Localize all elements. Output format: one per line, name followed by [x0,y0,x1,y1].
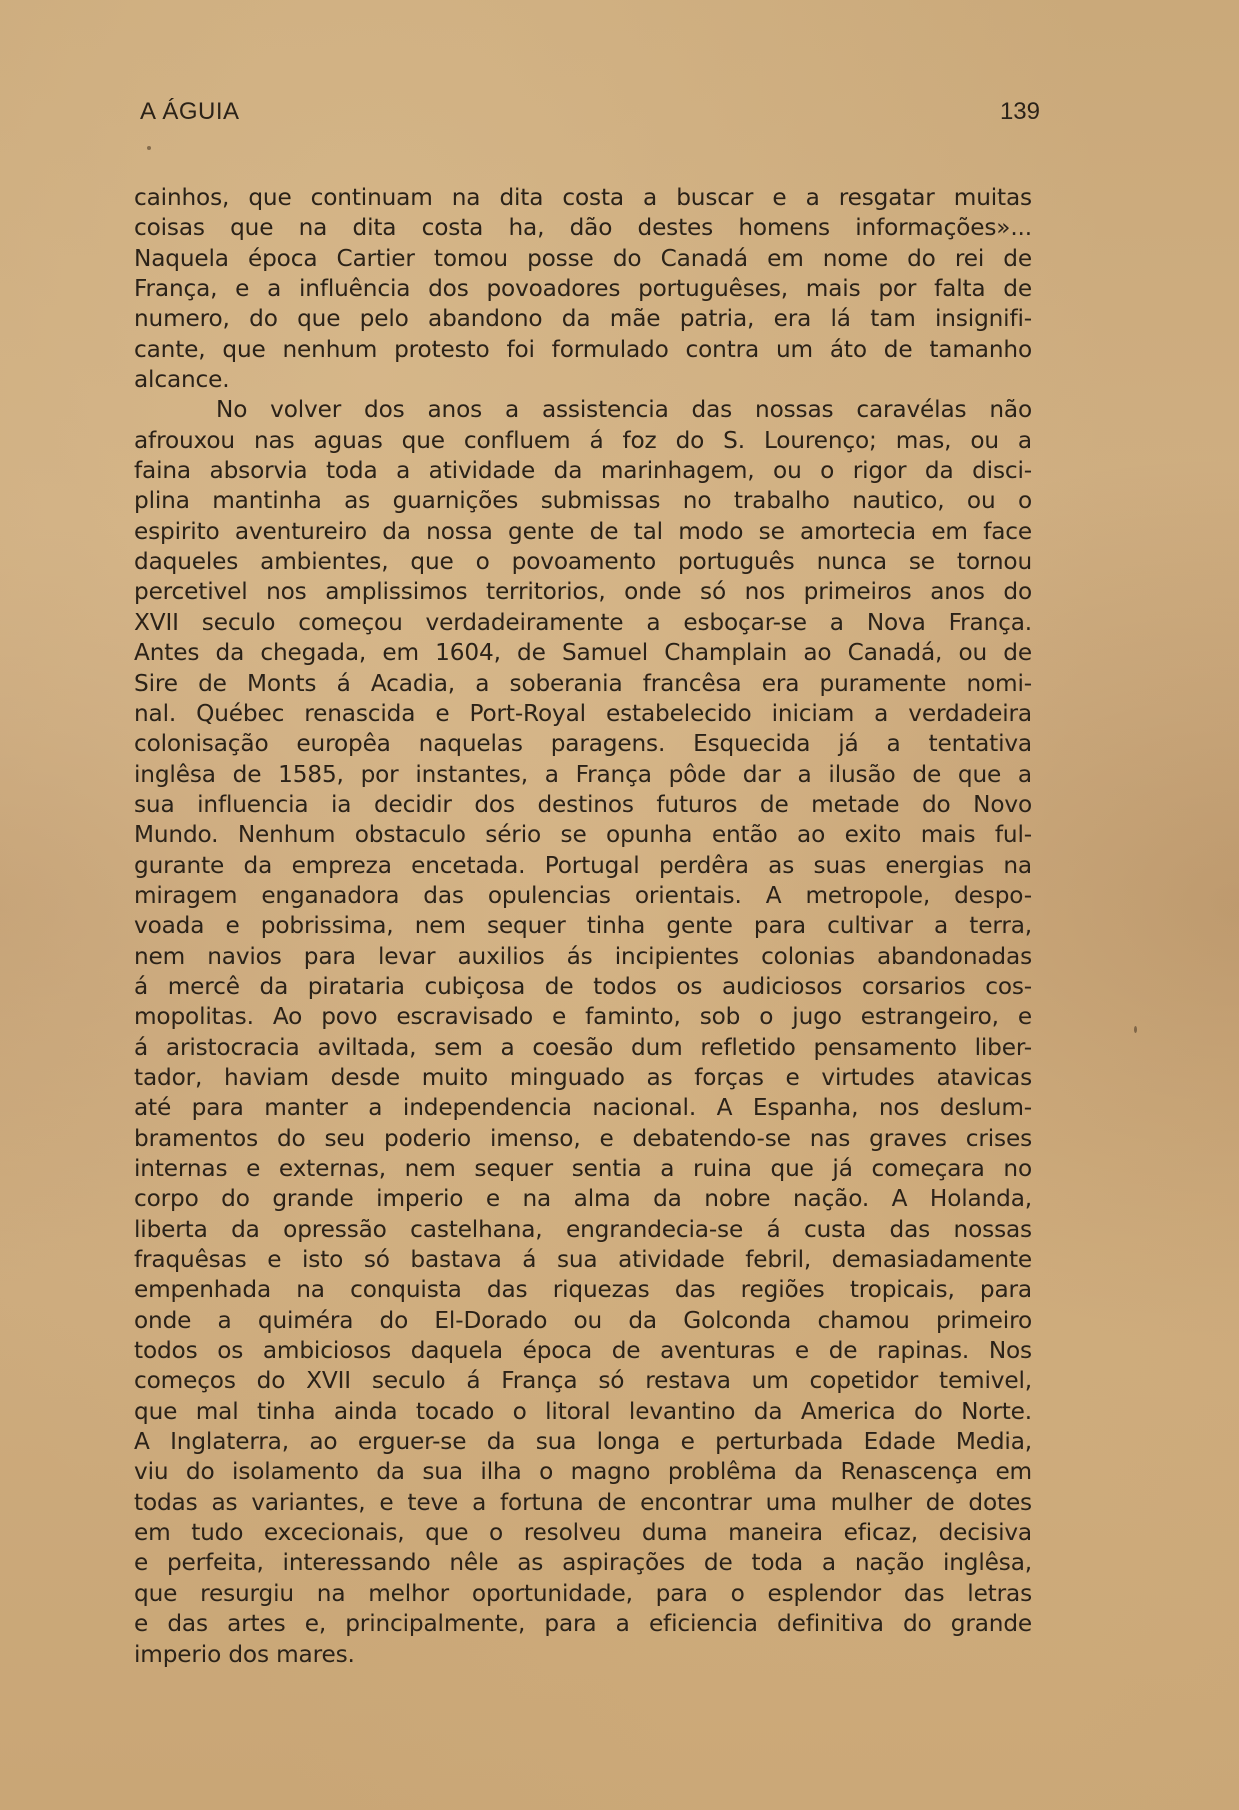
body-text [134,183,1032,1670]
ink-speck [1134,1026,1137,1033]
text-line: A Inglaterra, ao erguer-se da sua longa e perturbada Edade Media, [134,1428,1032,1456]
text-line: á aristocracia aviltada, sem a coesão dum refletido pensamento liber- [134,1033,1032,1061]
text-line: até para manter a independencia nacional. A Espanha, nos deslum- [134,1094,1032,1122]
text-line: inglêsa de 1585, por instantes, a França pôde dar a ilusão de que a [134,760,1032,788]
text-line: bramentos do seu poderio imenso, e debatendo-se nas graves crises [134,1124,1032,1152]
text-line: Naquela época Cartier tomou posse do Canadá em nome do rei de [134,244,1032,272]
text-line: empenhada na conquista das riquezas das regiões tropicais, para [134,1276,1032,1304]
text-line: numero, do que pelo abandono da mãe patria, era lá tam insignifi- [134,305,1032,333]
text-line: colonisação europêa naquelas paragens. Esquecida já a tentativa [134,730,1032,758]
text-line: voada e pobrissima, nem sequer tinha gente para cultivar a terra, [134,912,1032,940]
text-line: todas as variantes, e teve a fortuna de encontrar uma mulher de dotes [134,1488,1032,1516]
text-line: que resurgiu na melhor oportunidade, para o esplendor das letras [134,1579,1032,1607]
text-line: faina absorvia toda a atividade da marinhagem, ou o rigor da disci- [134,457,1032,485]
text-line: que mal tinha ainda tocado o litoral levantino da America do Norte. [134,1397,1032,1425]
text-line: coisas que na dita costa ha, dão destes homens informações»... [134,214,1032,242]
text-line: corpo do grande imperio e na alma da nobre nação. A Holanda, [134,1185,1032,1213]
text-line: nal. Québec renascida e Port-Royal estabelecido iniciam a verdadeira [134,699,1032,727]
text-line: alcance. [134,366,230,394]
running-head [140,98,1040,132]
text-line: e perfeita, interessando nêle as aspirações de toda a nação inglêsa, [134,1549,1032,1577]
text-line: viu do isolamento da sua ilha o magno problêma da Renascença em [134,1458,1032,1486]
text-line: daqueles ambientes, que o povoamento português nunca se tornou [134,548,1032,576]
running-title: A ÁGUIA [140,98,240,125]
text-line: imperio dos mares. [134,1640,355,1668]
text-line: XVII seculo começou verdadeiramente a esboçar-se a Nova França. [134,608,1032,636]
text-line: começos do XVII seculo á França só restava um copetidor temivel, [134,1367,1032,1395]
text-line: afrouxou nas aguas que confluem á foz do S. Lourenço; mas, ou a [134,426,1032,454]
text-line: miragem enganadora das opulencias orientais. A metropole, despo- [134,881,1032,909]
text-line: onde a quiméra do El-Dorado ou da Golconda chamou primeiro [134,1306,1032,1334]
text-line: percetivel nos amplissimos territorios, onde só nos primeiros anos do [134,578,1032,606]
text-line: Mundo. Nenhum obstaculo sério se opunha então ao exito mais ful- [134,821,1032,849]
page-number: 139 [999,98,1040,125]
text-line: mopolitas. Ao povo escravisado e faminto, sob o jugo estrangeiro, e [134,1003,1032,1031]
text-line: tador, haviam desde muito minguado as forças e virtudes atavicas [134,1063,1032,1091]
text-line: liberta da opressão castelhana, engrandecia-se á custa das nossas [134,1215,1032,1243]
text-line: fraquêsas e isto só bastava á sua atividade febril, demasiadamente [134,1246,1032,1274]
text-line: espirito aventureiro da nossa gente de tal modo se amortecia em face [134,517,1032,545]
text-line: Antes da chegada, em 1604, de Samuel Champlain ao Canadá, ou de [134,639,1032,667]
text-line: Sire de Monts á Acadia, a soberania francêsa era puramente nomi- [134,669,1032,697]
text-line: plina mantinha as guarnições submissas no trabalho nautico, ou o [134,487,1032,515]
text-line: internas e externas, nem sequer sentia a ruina que já começara no [134,1155,1032,1182]
text-line: nem navios para levar auxilios ás incipientes colonias abandonadas [134,942,1032,970]
text-line: gurante da empreza encetada. Portugal perdêra as suas energias na [134,851,1032,879]
text-line: França, e a influência dos povoadores portuguêses, mais por falta de [134,275,1032,303]
text-line: sua influencia ia decidir dos destinos futuros de metade do Novo [134,790,1032,818]
text-line: cainhos, que continuam na dita costa a buscar e a resgatar muitas [134,184,1032,211]
text-line: todos os ambiciosos daquela época de aventuras e de rapinas. Nos [134,1337,1032,1365]
text-line: e das artes e, principalmente, para a eficiencia definitiva do grande [134,1610,1032,1638]
text-line: cante, que nenhum protesto foi formulado contra um áto de tamanho [134,335,1032,363]
text-line: em tudo excecionais, que o resolveu duma maneira eficaz, decisiva [134,1519,1032,1547]
text-line: No volver dos anos a assistencia das nossas caravélas não [216,396,1032,424]
text-line: á mercê da pirataria cubiçosa de todos os audiciosos corsarios cos- [134,972,1032,1000]
ink-speck [147,146,151,150]
